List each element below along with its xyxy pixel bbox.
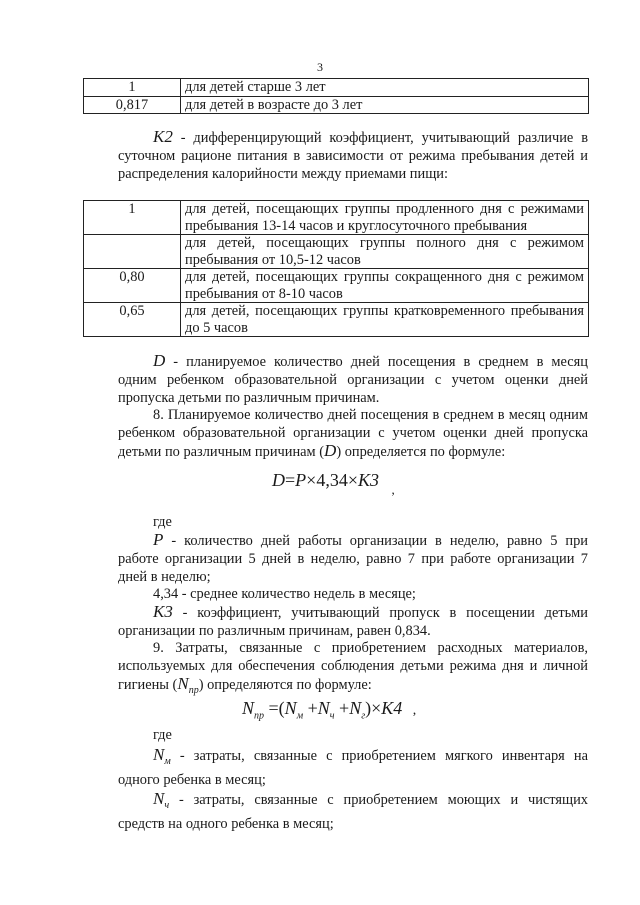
item9-text-after: ) определяются по формуле:: [198, 677, 372, 693]
formula-npr-eq: =: [268, 698, 279, 718]
formula-d-eq: =: [285, 470, 296, 490]
d-text: - планируемое количество дней посещения в среднем в месяц одним ребенком образовательной организации с учетом оценки дней пропуска детьми по различным причинам.: [118, 354, 588, 406]
k3-definition: [118, 603, 588, 640]
page-number: 3: [317, 60, 323, 74]
table-cell-value: 1: [84, 79, 181, 97]
table-cell-desc: для детей, посещающих группы сокращенного дня с режимом пребывания от 8-10 часов: [181, 269, 589, 303]
formula-d-num: 4,34: [316, 470, 348, 490]
k2-text: - дифференцирующий коэффициент, учитывающий различие в суточном рационе питания в зависимости от режима пребывания детей и распределения калорийности между приемами пищи:: [118, 130, 588, 182]
p-text: - количество дней работы организации в неделю, равно 5 при работе организации 5 дней в неделю, равно 7 при работе организации 7 дней в неделю;: [118, 533, 588, 585]
formula-d-lhs: D: [272, 470, 285, 490]
table-row: [84, 201, 589, 235]
formula-d-k3: K3: [357, 470, 379, 490]
p-symbol: P: [153, 530, 164, 549]
item-9: [118, 639, 588, 700]
formula-npr-n3-sub: г: [361, 710, 366, 722]
item9-symbol: N: [177, 674, 189, 693]
coefficient-table-regime: [83, 200, 589, 337]
nch-text: - затраты, связанные с приобретением моющих и чистящих средств на одного ребенка в месяц;: [118, 792, 588, 832]
table-cell-value: [84, 235, 181, 269]
nm-text: - затраты, связанные с приобретением мягкого инвентаря на одного ребенка в месяц;: [118, 748, 588, 788]
item8-text-before: 8. Планируемое количество дней посещения в среднем в месяц одним ребенком образовательной организации с учетом оценки дней пропуска детьми по различным причинам (: [118, 407, 588, 460]
formula-npr-comma: ,: [412, 703, 417, 718]
item9-text-before: 9. Затраты, связанные с приобретением расходных материалов, используемых для обеспечения соблюдения детьми режима дня и личной гигиены (: [118, 640, 588, 693]
p-definition: [118, 531, 588, 586]
d-symbol: D: [153, 351, 166, 370]
k3-text: - коэффициент, учитывающий пропуск в посещении детьми организации по различным причинам, равен 0,834.: [118, 605, 588, 639]
formula-npr-plus1: +: [307, 698, 318, 718]
formula-d-p: P: [295, 470, 307, 490]
nch-definition: [118, 790, 588, 833]
table-cell-value: 1: [84, 201, 181, 235]
table-row: [84, 96, 589, 114]
table-cell-desc: для детей в возрасте до 3 лет: [181, 96, 589, 114]
formula-d-times2: ×: [347, 470, 358, 490]
nch-sub: ч: [164, 799, 170, 811]
coefficient-table-age: [83, 78, 589, 114]
table-cell-value: 0,817: [84, 96, 181, 114]
table-cell-desc: для детей, посещающих группы продленного дня с режимами пребывания 13-14 часов и круглосуточного пребывания: [181, 201, 589, 235]
item8-text-after: ) определяется по формуле:: [336, 444, 506, 460]
nm-definition: [118, 746, 588, 789]
table-cell-value: 0,65: [84, 303, 181, 337]
formula-npr-n2-sub: ч: [329, 710, 335, 722]
formula-npr-k4: K4: [381, 698, 403, 718]
formula-npr-lhs-sub: пр: [254, 710, 265, 722]
where-label-1: где: [153, 514, 172, 530]
table-row: [84, 303, 589, 337]
avg-weeks-definition: 4,34 - среднее количество недель в месяце;: [153, 586, 416, 602]
formula-npr-close: ): [365, 698, 372, 718]
formula-d: [272, 470, 395, 497]
formula-d-times: ×: [306, 470, 317, 490]
formula-npr-n1: N: [284, 698, 297, 718]
formula-d-comma: ,: [391, 482, 395, 497]
nm-symbol: N: [153, 745, 165, 764]
table-cell-value: 0,80: [84, 269, 181, 303]
k2-symbol: K2: [153, 127, 173, 146]
table-row: [84, 235, 589, 269]
formula-npr-n1-sub: м: [296, 710, 304, 722]
formula-npr-plus2: +: [339, 698, 350, 718]
formula-npr-n3: N: [349, 698, 362, 718]
item8-symbol: D: [324, 441, 337, 460]
formula-npr: [242, 698, 416, 722]
formula-npr-open: (: [278, 698, 285, 718]
d-definition: [118, 352, 588, 407]
formula-npr-lhs: N: [242, 698, 255, 718]
where-label-2: где: [153, 727, 172, 743]
table-row: [84, 79, 589, 97]
table-cell-desc: для детей, посещающих группы кратковременного пребывания до 5 часов: [181, 303, 589, 337]
formula-npr-n2: N: [317, 698, 330, 718]
k2-definition: [118, 128, 588, 183]
table-cell-desc: для детей, посещающих группы полного дня с режимом пребывания от 10,5-12 часов: [181, 235, 589, 269]
item-8: [118, 406, 588, 461]
k3-symbol: K3: [153, 602, 173, 621]
formula-npr-times: ×: [371, 698, 382, 718]
nch-symbol: N: [153, 789, 165, 808]
table-row: [84, 269, 589, 303]
table-cell-desc: для детей старше 3 лет: [181, 79, 589, 97]
item9-sub: пр: [188, 684, 199, 696]
nm-sub: м: [164, 755, 171, 767]
